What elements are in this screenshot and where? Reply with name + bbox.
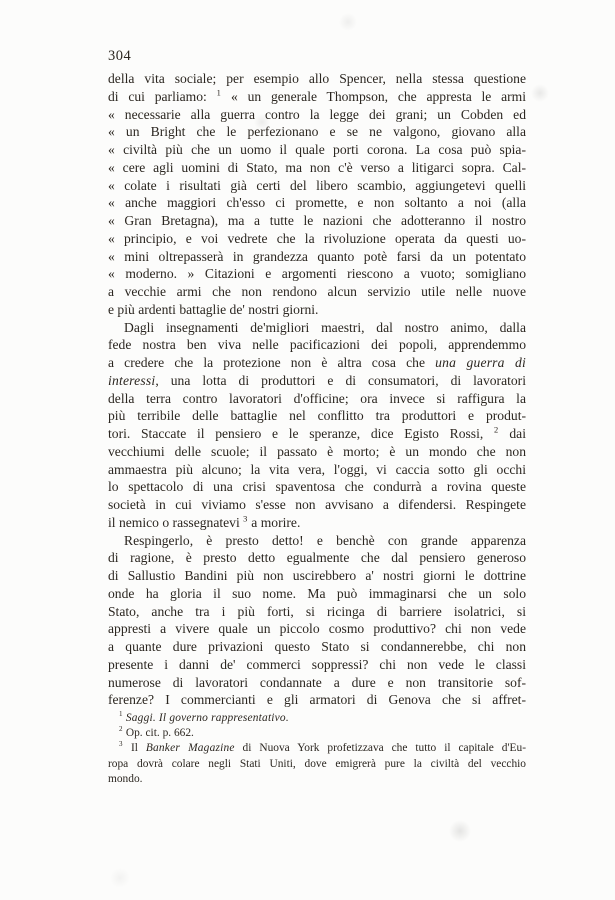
text-run: a morire. (247, 514, 301, 530)
text-run: Dagli insegnamenti de'migliori maestri, dal nostro animo, dalla (124, 319, 526, 335)
italic-text: interessi (108, 372, 156, 388)
text-run: società in cui viviamo s'esse non avvisano a difendersi. Respingete (108, 497, 526, 512)
body-text (108, 70, 526, 709)
footnote-line (108, 757, 526, 772)
text-line (108, 212, 526, 230)
footnote-line (108, 772, 526, 787)
text-run: « mini oltrepasserà in grandezza quanto potè farsi da un potentato (108, 248, 526, 264)
text-line (108, 443, 526, 461)
text-run: Stato, anche tra i più forti, si ricinga di barriere isolatrici, si (108, 603, 526, 619)
text-run: fede nostra ben viva nelle pacificazioni dei popoli, apprendemmo (108, 337, 526, 353)
text-run: mondo. (108, 772, 143, 785)
page-number: 304 (108, 48, 132, 64)
footnote-line (108, 711, 526, 726)
text-line (108, 301, 526, 319)
text-line (108, 514, 526, 532)
text-run: della vita sociale; per esempio allo Spencer, nella stessa questione (108, 71, 526, 86)
text-run: dai (498, 426, 526, 441)
text-run: onde ha gloria il suo nome. Ma può immaginarsi che un solo (108, 585, 526, 601)
text-line (108, 549, 526, 567)
text-run: « Gran Bretagna), ma a tutte le nazioni che adotteranno il nostro (108, 213, 526, 228)
footnote-marker: 3 (119, 740, 124, 749)
text-line (108, 123, 526, 141)
text-line (108, 106, 526, 124)
text-run: « un Bright che le perfezionano e se ne valgono, giovano alla (108, 124, 526, 140)
text-line (108, 585, 526, 603)
text-run: e più ardenti battaglie de' nostri giorni. (108, 301, 319, 317)
text-run: « cere agli uomini di Stato, ma non c'è verso a litigarci sopra. Cal- (108, 159, 526, 175)
text-run: più terribile delle battaglie nel conflitto tra produttori e produt- (108, 408, 526, 424)
text-line (108, 141, 526, 159)
text-run: di Nuova York profetizzava che tutto il capitale d'Eu- (234, 742, 526, 755)
text-run: appresti a vivere quale un piccolo cosmo produttivo? chi non vede (108, 621, 526, 637)
text-run: « colate i risultati già certi del libero scambio, aggiungetevi quelli (108, 177, 526, 193)
footnote-marker: 1 (119, 710, 124, 719)
text-run: a vecchie armi che non rendono alcun servizio utile nelle nuove (108, 284, 526, 299)
text-line (108, 248, 526, 266)
text-run: numerose di lavoratori condannate a dure e non transitorie sof- (108, 674, 526, 690)
text-line (108, 461, 526, 479)
text-run: a quante dure privazioni questo Stato si condannerebbe, chi non (108, 639, 526, 654)
footnotes (108, 711, 526, 787)
text-run: « civiltà più che un uomo il quale porti corona. La cosa può spia- (108, 142, 526, 157)
footnote-marker: 2 (119, 725, 124, 734)
italic-text: Saggi. Il governo rappresentativo. (125, 712, 289, 724)
text-run: vecchiumi delle scuole; il passato è morto; è un mondo che non (108, 443, 526, 459)
text-line (108, 532, 526, 550)
footnote-line (108, 741, 526, 756)
text-line (108, 496, 526, 514)
text-line (108, 230, 526, 248)
text-run: Respingerlo, è presto detto! e benchè con grande apparenza (124, 532, 526, 548)
text-line (108, 70, 526, 88)
text-run: « principio, e voi vedrete che la rivoluzione operata da questi uo- (108, 230, 526, 246)
text-line (108, 674, 526, 692)
italic-text: una guerra di (435, 355, 526, 370)
text-run: il nemico o rassegnatevi (108, 514, 244, 530)
text-line (108, 407, 526, 425)
text-run: tori. Staccate il pensiero e le speranze, dice Egisto Rossi, (108, 426, 494, 441)
footnote-marker: 3 (243, 513, 248, 524)
text-run: « anche maggiori ch'esso ci promette, e non soltanto a noi (alla (108, 195, 526, 211)
text-run: presente i danni de' commerci soppressi? chi non vede le classi (108, 656, 526, 672)
text-line (108, 265, 526, 283)
text-run: a credere che la protezione non è altra cosa che (108, 355, 436, 370)
text-line (108, 425, 526, 443)
text-run: ferenze? I commercianti e gli armatori di Genova che si affret- (108, 692, 526, 708)
text-line (108, 372, 526, 390)
text-run: ammaestra più alcuno; la vita vera, l'oggi, vi caccia sotto gli occhi (108, 461, 526, 477)
text-line (108, 478, 526, 496)
text-line (108, 159, 526, 177)
text-run: « moderno. » Citazioni e argomenti riescono a vuoto; somigliano (108, 266, 526, 282)
text-line (108, 620, 526, 638)
text-run: « necessarie alla guerra contro la legge dei grani; un Cobden ed (108, 106, 526, 122)
text-run: Op. cit. p. 662. (123, 727, 194, 740)
text-line (108, 691, 526, 709)
text-run: « un generale Thompson, che appresta le armi (221, 88, 527, 104)
text-line (108, 603, 526, 621)
text-run: di cui parliamo: (108, 88, 217, 104)
text-line (108, 390, 526, 408)
text-run: della terra contro lavoratori d'officine; ora invece si raffigura la (108, 390, 526, 406)
text-line (108, 354, 526, 372)
text-run: lo spettacolo di una crisi spaventosa che condurrà a rovina queste (108, 479, 526, 495)
text-line (108, 177, 526, 195)
text-run: di Sallustio Bandini più non uscirebbero a' nostri giorni le dottrine (108, 568, 526, 583)
footnote-marker: 2 (493, 424, 499, 435)
text-line (108, 194, 526, 212)
text-run: ropa dovrà colare negli Stati Uniti, dove emigrerà pure la civiltà del vecchio (108, 757, 526, 770)
text-line (108, 283, 526, 301)
text-run: , una lotta di produttori e di consumatori, di lavoratori (155, 372, 526, 388)
italic-text: Banker Magazine (145, 742, 235, 755)
text-line (108, 336, 526, 354)
text-line (108, 319, 526, 337)
text-line (108, 638, 526, 656)
footnote-marker: 1 (216, 87, 222, 98)
text-line (108, 88, 526, 106)
text-run: Il (123, 742, 146, 755)
footnote-line (108, 726, 526, 741)
text-run: di ragione, è presto detto egualmente che dal pensiero generoso (108, 550, 526, 566)
text-line (108, 656, 526, 674)
text-line (108, 567, 526, 585)
